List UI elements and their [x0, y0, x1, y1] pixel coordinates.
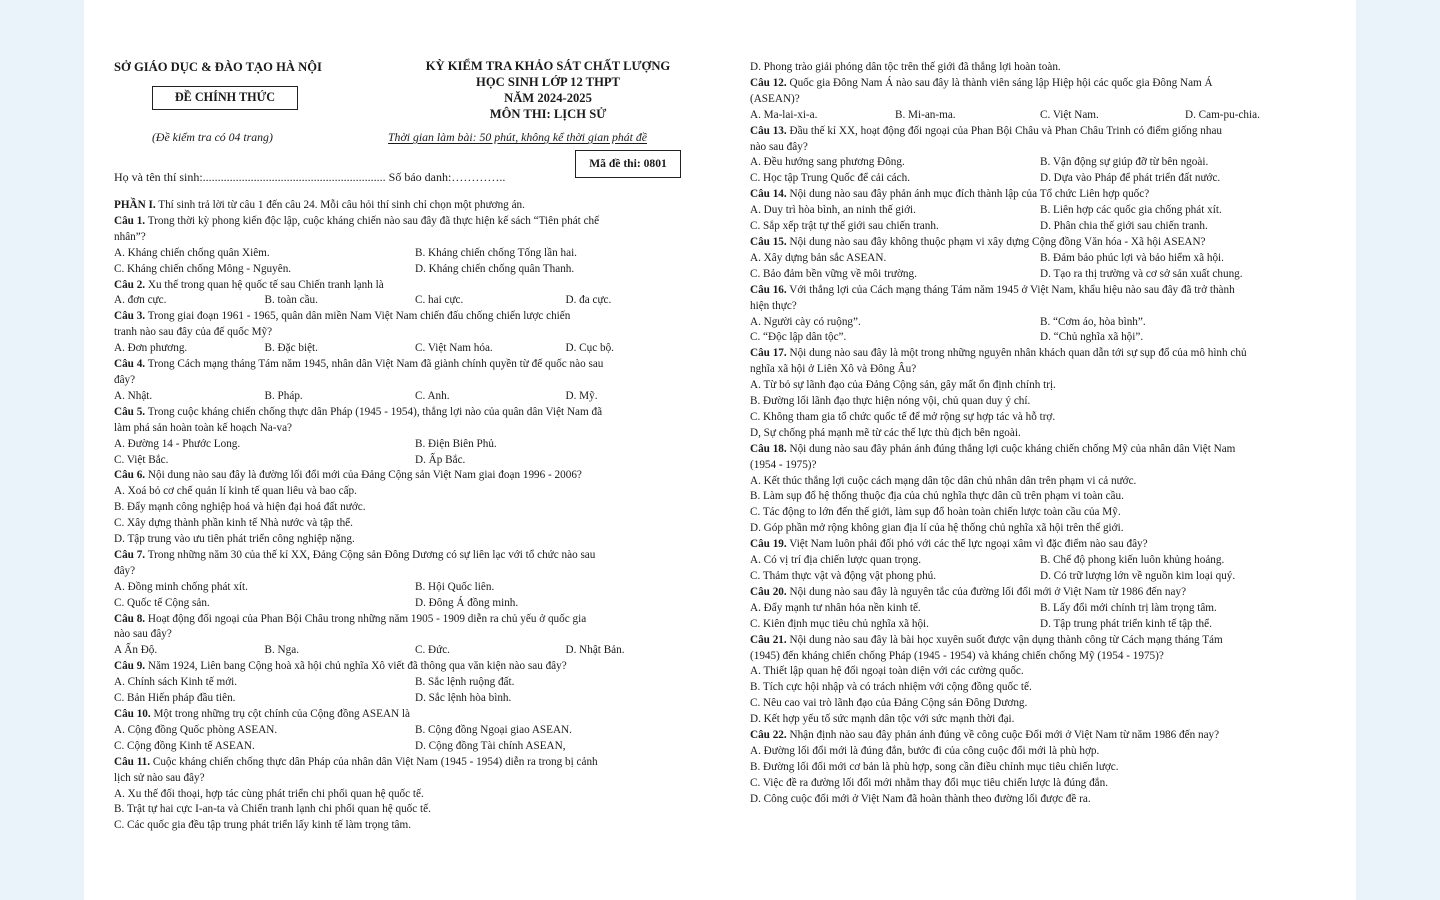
- question-block: [750, 60, 1330, 76]
- answer-option: D. “Chủ nghĩa xã hội”.: [1040, 331, 1144, 344]
- answer-option: B. Đường lối đổi mới cơ bản là phù hợp, song cần điều chỉnh mục tiêu chiến lược.: [750, 760, 1119, 773]
- question-stem-line: [750, 235, 1330, 251]
- answer-option: A. Chính sách Kinh tế mới.: [114, 676, 238, 689]
- question-text: (1945) đến kháng chiến chống Pháp (1945 - 1954) và kháng chiến chống Mỹ (1954 - 1975)?: [750, 649, 1164, 662]
- answer-option: A. đơn cực.: [114, 294, 167, 307]
- question-block: [750, 346, 1330, 441]
- header-left: [114, 58, 364, 76]
- option-row: [750, 474, 1330, 490]
- answer-option: B. Kháng chiến chống Tống lần hai.: [415, 246, 577, 259]
- answer-option: D. Phân chia thế giới sau chiến tranh.: [1040, 220, 1208, 233]
- question-text: Nội dung nào sau đây là bài học xuyên suốt được vận dụng thành công từ Cách mạng tháng Tám: [786, 633, 1223, 646]
- answer-option: A. Có vị trí địa chiến lược quan trọng.: [750, 554, 922, 567]
- question-text: (ASEAN)?: [750, 92, 800, 105]
- option-row: [114, 532, 716, 548]
- question-text: hiện thực?: [750, 299, 797, 312]
- question-block: [114, 278, 716, 310]
- official-exam-box: ĐỀ CHÍNH THỨC: [152, 86, 298, 110]
- question-label: Câu 14.: [750, 188, 787, 201]
- answer-option: B. Đảm bảo phúc lợi và bảo hiểm xã hội.: [1040, 251, 1224, 264]
- answer-option: C. Sắp xếp trật tự thế giới sau chiến tranh.: [750, 220, 939, 233]
- question-block: [750, 76, 1330, 124]
- answer-option: A. Duy trì hòa bình, an ninh thế giới.: [750, 204, 916, 217]
- question-text: Nội dung nào sau đây phản ánh mục đích thành lập của Tổ chức Liên hợp quốc?: [786, 188, 1150, 201]
- question-stem-line: [750, 442, 1330, 458]
- question-text: D. Phong trào giải phóng dân tộc trên thế giới đã thắng lợi hoàn toàn.: [750, 61, 1061, 73]
- question-text: Nội dung nào sau đây là nguyên tắc của đường lối đổi mới ở Việt Nam từ 1986 đến nay?: [786, 585, 1187, 598]
- option-row: [750, 489, 1330, 505]
- question-block: [750, 537, 1330, 585]
- answer-option: C. Cộng đồng Kinh tế ASEAN.: [114, 739, 255, 752]
- answer-option: C. Quốc tế Cộng sản.: [114, 596, 210, 609]
- question-text: Việt Nam luôn phải đối phó với các thế lực ngoại xâm vì đặc điểm nào sau đây?: [786, 538, 1148, 551]
- question-label: Câu 3.: [114, 310, 146, 323]
- answer-option: A. Đẩy mạnh tư nhân hóa nền kinh tế.: [750, 601, 921, 614]
- question-block: [750, 728, 1330, 808]
- answer-option: C. Học tập Trung Quốc để cải cách.: [750, 172, 911, 185]
- question-block: [114, 405, 716, 469]
- option-row: [114, 580, 716, 596]
- question-stem-line: [750, 633, 1330, 649]
- answer-option: D. Ấp Bắc.: [415, 453, 466, 466]
- answer-option: C. Việt Bắc.: [114, 453, 169, 466]
- answer-option: C. Xây dựng thành phần kinh tế Nhà nước và tập thể.: [114, 517, 353, 530]
- answer-option: C. Thảm thực vật và động vật phong phú.: [750, 570, 937, 582]
- answer-option: A. Đều hướng sang phương Đông.: [750, 156, 905, 169]
- department-name: SỞ GIÁO DỤC & ĐÀO TẠO HÀ NỘI: [114, 60, 322, 74]
- answer-option: A. Xây dựng bản sắc ASEAN.: [750, 251, 887, 264]
- answer-option: D. Dựa vào Pháp để phát triển đất nước.: [1040, 172, 1221, 185]
- question-text: Nội dung nào sau đây phản ánh đúng thắng lợi cuộc kháng chiến chống Mỹ của nhân dân Việt Nam: [786, 442, 1236, 455]
- answer-option: A. Nhật.: [114, 389, 153, 402]
- answer-option: B. Lấy đổi mới chính trị làm trọng tâm.: [1040, 601, 1217, 614]
- question-stem-line: [114, 278, 716, 294]
- answer-option: B. Điện Biên Phủ.: [415, 437, 497, 450]
- question-stem-line: [750, 187, 1330, 203]
- question-stem-line: [114, 627, 716, 643]
- question-stem-line: [750, 585, 1330, 601]
- answer-option: B. Liên hợp các quốc gia chống phát xít.: [1040, 204, 1222, 217]
- answer-option: A. Từ bỏ sự lãnh đạo của Đảng Cộng sản, gây mất ổn định chính trị.: [750, 379, 1056, 392]
- option-row: [750, 203, 1330, 219]
- question-text: Nội dung nào sau đây không thuộc phạm vi xây dựng Cộng đồng Văn hóa - Xã hội ASEAN?: [786, 235, 1206, 248]
- answer-option: C. Các quốc gia đều tập trung phát triển lấy kinh tế làm trọng tâm.: [114, 819, 412, 832]
- option-row: [114, 437, 716, 453]
- answer-option: A. Xu thế đối thoại, hợp tác cùng phát triển chi phối quan hệ quốc tế.: [114, 787, 424, 800]
- question-label: Câu 7.: [114, 548, 146, 561]
- answer-option: B. Đẩy mạnh công nghiệp hoá và hiện đại hoá đất nước.: [114, 501, 366, 514]
- question-label: Câu 1.: [114, 214, 146, 227]
- exam-page: [84, 0, 1356, 900]
- question-text: đây?: [114, 564, 136, 577]
- answer-option: B. Vận động sự giúp đỡ từ bên ngoài.: [1040, 156, 1209, 169]
- question-text: Trong thời kỳ phong kiến độc lập, cuộc kháng chiến nào sau đây đã thực hiện kế sách “Tiên phát chế: [145, 214, 600, 227]
- answer-option: C. Anh.: [415, 389, 450, 402]
- answer-option: C. Kháng chiến chống Mông - Nguyên.: [114, 262, 292, 275]
- question-label: Câu 9.: [114, 660, 146, 673]
- question-stem-line: [114, 214, 716, 230]
- exam-subject: MÔN THI: LỊCH SỬ: [489, 107, 607, 121]
- question-text: tranh nào sau đây của đế quốc Mỹ?: [114, 326, 273, 339]
- question-stem-line: [750, 92, 1330, 108]
- question-text: làm phá sản hoàn toàn kế hoạch Na-va?: [114, 421, 292, 434]
- question-stem-line: [750, 140, 1330, 156]
- question-stem-line: [114, 564, 716, 580]
- question-stem-line: [750, 346, 1330, 362]
- answer-option: B. Chế độ phong kiến luôn khủng hoảng.: [1040, 554, 1225, 567]
- option-row: [750, 315, 1330, 331]
- answer-option: D. Nhật Bản.: [565, 644, 625, 657]
- exam-grade: HỌC SINH LỚP 12 THPT: [476, 75, 620, 89]
- question-stem-line: [114, 468, 716, 484]
- answer-option: D. Cam-pu-chia.: [1185, 108, 1260, 121]
- answer-option: A. Đường 14 - Phước Long.: [114, 437, 241, 450]
- question-text: Nhận định nào sau đây phản ánh đúng về công cuộc Đổi mới ở Việt Nam từ năm 1986 đến nay?: [786, 729, 1220, 742]
- pages-note: (Đề kiểm tra có 04 trang): [152, 130, 273, 144]
- question-label: Câu 21.: [750, 633, 787, 646]
- answer-option: C. Việt Nam hóa.: [415, 342, 493, 355]
- option-row: [750, 617, 1330, 633]
- question-text: Trong Cách mạng tháng Tám năm 1945, nhân dân Việt Nam đã giành chính quyền từ đế quốc nào sau: [145, 358, 604, 371]
- left-question-list: [114, 214, 716, 834]
- answer-option: A. Đường lối đổi mới là đúng đắn, bước đi của công cuộc đổi mới là phù hợp.: [750, 744, 1100, 757]
- option-row: [114, 516, 716, 532]
- option-row: [750, 108, 1330, 124]
- option-row: [750, 712, 1330, 728]
- question-stem-line: [750, 60, 1330, 76]
- question-label: Câu 6.: [114, 469, 146, 482]
- answer-option: D. Kết hợp yếu tố sức mạnh dân tộc với sức mạnh thời đại.: [750, 713, 1015, 726]
- question-block: [114, 357, 716, 405]
- answer-option: B. Mi-an-ma.: [895, 108, 956, 121]
- option-row: [750, 394, 1330, 410]
- question-stem-line: [114, 373, 716, 389]
- question-block: [114, 707, 716, 755]
- answer-option: D. Công cuộc đổi mới ở Việt Nam đã hoàn thành theo đường lối được đề ra.: [750, 792, 1091, 805]
- answer-option: D. đa cực.: [565, 294, 612, 307]
- option-row: [114, 596, 716, 612]
- answer-option: B. Cộng đồng Ngoại giao ASEAN.: [415, 723, 572, 736]
- question-label: Câu 16.: [750, 283, 787, 296]
- option-row: [750, 219, 1330, 235]
- question-label: Câu 11.: [114, 755, 151, 768]
- question-stem-line: [114, 405, 716, 421]
- question-stem-line: [750, 362, 1330, 378]
- question-block: [750, 585, 1330, 633]
- answer-option: A. Đồng minh chống phát xít.: [114, 580, 248, 593]
- question-text: lịch sử nào sau đây?: [114, 771, 205, 784]
- answer-option: D. Sắc lệnh hòa bình.: [415, 692, 512, 705]
- question-stem-line: [750, 537, 1330, 553]
- question-label: Câu 18.: [750, 442, 787, 455]
- option-row: [750, 505, 1330, 521]
- question-text: (1954 - 1975)?: [750, 458, 817, 471]
- answer-option: B. Đặc biệt.: [264, 342, 318, 355]
- question-label: Câu 2.: [114, 278, 146, 291]
- answer-option: D. Góp phần mở rộng không gian địa lí của hệ thống chủ nghĩa xã hội trên thế giới.: [750, 522, 1124, 535]
- option-row: [750, 569, 1330, 585]
- option-row: [114, 818, 716, 834]
- question-label: Câu 12.: [750, 76, 787, 89]
- question-stem-line: [114, 707, 716, 723]
- answer-option: B. Pháp.: [264, 389, 303, 402]
- answer-option: C. Tác động to lớn đến thế giới, làm sụp đổ hoàn toàn chiến lược toàn cầu của Mỹ.: [750, 506, 1121, 519]
- question-text: nào sau đây?: [750, 140, 808, 153]
- answer-option: D. Kháng chiến chống quân Thanh.: [415, 262, 575, 275]
- question-text: Cuộc kháng chiến chống thực dân Pháp của nhân dân Việt Nam (1945 - 1954) diễn ra trong bị cảnh: [150, 755, 598, 768]
- answer-option: B. Tích cực hội nhập và có trách nhiệm với cộng đồng quốc tế.: [750, 681, 1032, 694]
- answer-option: C. Việc đề ra đường lối đổi mới nhằm thay đổi mục tiêu chiến lược là đúng đắn.: [750, 776, 1109, 789]
- question-text: Trong những năm 30 của thế kỉ XX, Đảng Cộng sản Đông Dương có sự liên lạc với tổ chức nào sau: [145, 548, 596, 561]
- question-stem-line: [114, 548, 716, 564]
- option-row: [750, 251, 1330, 267]
- answer-option: D. Đông Á đồng minh.: [415, 596, 519, 609]
- question-block: [114, 214, 716, 278]
- answer-option: D, Sự chống phá mạnh mẽ từ các thế lực thù địch bên ngoài.: [750, 426, 1021, 439]
- question-text: Trong cuộc kháng chiến chống thực dân Pháp (1945 - 1954), thắng lợi nào của quân dân Việt Nam đã: [145, 405, 603, 418]
- right-column: [750, 60, 1330, 808]
- question-text: Nội dung nào sau đây là một trong những nguyên nhân khách quan dẫn tới sự sụp đổ của mô hình chủ: [786, 347, 1247, 360]
- question-text: nhân”?: [114, 230, 146, 243]
- answer-option: A. Kháng chiến chống quân Xiêm.: [114, 246, 270, 259]
- question-label: Câu 8.: [114, 612, 146, 625]
- part-instruction: [114, 198, 716, 214]
- exam-title: KỲ KIỂM TRA KHẢO SÁT CHẤT LƯỢNG: [425, 59, 671, 73]
- part-instruction-text: Thí sinh trả lời từ câu 1 đến câu 24. Mỗi câu hỏi thí sinh chỉ chọn một phương án.: [155, 199, 525, 211]
- answer-option: B. Đường lối lãnh đạo thực hiện nóng vội, chủ quan duy ý chí.: [750, 395, 1031, 408]
- question-block: [750, 235, 1330, 283]
- option-row: [114, 484, 716, 500]
- time-note: Thời gian làm bài: 50 phút, không kể thời gian phát đề: [388, 130, 647, 144]
- question-block: [114, 612, 716, 660]
- question-block: [750, 187, 1330, 235]
- answer-option: B. Sắc lệnh ruộng đất.: [415, 676, 515, 689]
- question-block: [114, 755, 716, 835]
- question-stem-line: [114, 612, 716, 628]
- answer-option: C. Bản Hiến pháp đầu tiên.: [114, 692, 236, 705]
- answer-option: B. toàn cầu.: [264, 294, 318, 307]
- question-stem-line: [750, 299, 1330, 315]
- question-text: đây?: [114, 373, 136, 386]
- option-row: [114, 723, 716, 739]
- question-label: Câu 22.: [750, 729, 787, 742]
- header-right: [380, 58, 716, 122]
- option-row: [750, 696, 1330, 712]
- exam-year: NĂM 2024-2025: [504, 91, 592, 105]
- question-stem-line: [114, 755, 716, 771]
- option-row: [114, 453, 716, 469]
- question-text: Một trong những trụ cột chính của Cộng đồng ASEAN là: [150, 708, 410, 720]
- option-row: [750, 680, 1330, 696]
- question-block: [114, 468, 716, 548]
- answer-option: C. Kiên định mục tiêu chủ nghĩa xã hội.: [750, 617, 929, 630]
- option-row: [750, 521, 1330, 537]
- question-label: Câu 15.: [750, 235, 787, 248]
- option-row: [750, 664, 1330, 680]
- question-block: [750, 283, 1330, 347]
- answer-option: A. Đơn phương.: [114, 342, 188, 355]
- option-row: [750, 378, 1330, 394]
- question-block: [114, 659, 716, 707]
- option-row: [750, 267, 1330, 283]
- question-stem-line: [750, 124, 1330, 140]
- answer-option: D. Tập trung phát triển kinh tế tập thể.: [1040, 617, 1212, 630]
- answer-option: A. Cộng đồng Quốc phòng ASEAN.: [114, 723, 278, 736]
- question-text: Nội dung nào sau đây là đường lối đổi mới của Đảng Cộng sản Việt Nam giai đoạn 1996 - 2006?: [145, 469, 582, 482]
- option-row: [750, 760, 1330, 776]
- question-block: [114, 548, 716, 612]
- question-stem-line: [114, 309, 716, 325]
- question-block: [750, 124, 1330, 188]
- option-row: [750, 330, 1330, 346]
- answer-option: C. Nêu cao vai trò lãnh đạo của Đảng Cộng sản Đông Dương.: [750, 697, 1028, 710]
- question-label: Câu 19.: [750, 538, 787, 551]
- question-stem-line: [750, 458, 1330, 474]
- question-stem-line: [114, 771, 716, 787]
- option-row: [114, 739, 716, 755]
- answer-option: A. Ma-lai-xi-a.: [750, 108, 818, 121]
- question-stem-line: [114, 659, 716, 675]
- answer-option: D. Cục bộ.: [565, 342, 614, 355]
- answer-option: B. Nga.: [264, 644, 299, 657]
- question-stem-line: [114, 357, 716, 373]
- answer-option: C. Đức.: [415, 644, 450, 657]
- option-row: [114, 262, 716, 278]
- question-block: [750, 633, 1330, 728]
- option-row: [750, 426, 1330, 442]
- question-stem-line: [750, 283, 1330, 299]
- question-stem-line: [750, 728, 1330, 744]
- answer-option: B. Hội Quốc liên.: [415, 580, 495, 593]
- part-title: PHẦN I.: [114, 199, 156, 211]
- question-stem-line: [750, 649, 1330, 665]
- question-label: Câu 4.: [114, 358, 146, 371]
- question-stem-line: [114, 325, 716, 341]
- option-row: [114, 246, 716, 262]
- question-text: Trong giai đoạn 1961 - 1965, quân dân miền Nam Việt Nam chiến đấu chống chiến lược chiến: [145, 310, 571, 323]
- answer-option: D. Mỹ.: [565, 389, 598, 402]
- option-row: [750, 744, 1330, 760]
- answer-option: C. “Độc lập dân tộc”.: [750, 331, 847, 344]
- question-stem-line: [750, 76, 1330, 92]
- question-text: Đầu thế kỉ XX, hoạt động đối ngoại của Phan Bội Châu và Phan Châu Trinh có điểm giống nhau: [786, 124, 1223, 137]
- question-stem-line: [114, 421, 716, 437]
- answer-option: B. Làm sụp đổ hệ thống thuộc địa của chủ nghĩa thực dân cũ trên phạm vi toàn cầu.: [750, 490, 1124, 503]
- option-row: [750, 410, 1330, 426]
- exam-header: [114, 58, 716, 198]
- option-row: [114, 802, 716, 818]
- student-info-line: Họ và tên thí sinh:............................................................. Số báo danh:…………..: [114, 170, 506, 184]
- right-question-list: [750, 60, 1330, 808]
- option-row: [114, 341, 716, 357]
- option-row: [114, 500, 716, 516]
- question-block: [750, 442, 1330, 537]
- question-text: Hoạt động đối ngoại của Phan Bội Châu trong những năm 1905 - 1909 diễn ra chủ yếu ở quốc gia: [145, 612, 587, 625]
- option-row: [114, 675, 716, 691]
- question-label: Câu 10.: [114, 708, 151, 720]
- answer-option: A. Xoá bỏ cơ chế quản lí kinh tế quan liêu và bao cấp.: [114, 485, 357, 498]
- answer-option: C. hai cực.: [415, 294, 464, 307]
- question-text: Với thắng lợi của Cách mạng tháng Tám năm 1945 ở Việt Nam, khẩu hiệu nào sau đây đã trở thành: [786, 283, 1235, 296]
- option-row: [750, 155, 1330, 171]
- question-stem-line: [114, 230, 716, 246]
- option-row: [114, 691, 716, 707]
- answer-option: D. Tạo ra thị trường và cơ sở sản xuất chung.: [1040, 267, 1243, 280]
- option-row: [750, 553, 1330, 569]
- exam-code-box: Mã đề thi: 0801: [575, 150, 681, 178]
- question-text: Xu thế trong quan hệ quốc tế sau Chiến tranh lạnh là: [145, 278, 384, 291]
- answer-option: A. Kết thúc thắng lợi cuộc cách mạng dân tộc dân chủ nhân dân trên phạm vi cả nước.: [750, 474, 1137, 487]
- option-row: [114, 643, 716, 659]
- answer-option: D. Tập trung vào ưu tiên phát triển công nghiệp nặng.: [114, 533, 355, 546]
- option-row: [750, 776, 1330, 792]
- question-label: Câu 20.: [750, 585, 787, 598]
- answer-option: C. Không tham gia tổ chức quốc tế để mở rộng sự hợp tác và hỗ trợ.: [750, 410, 1056, 423]
- question-text: Năm 1924, Liên bang Cộng hoà xã hội chủ nghĩa Xô viết đã thông qua văn kiện nào sau đây?: [145, 660, 567, 673]
- answer-option: D. Có trữ lượng lớn về nguồn kim loại quý.: [1040, 570, 1236, 582]
- question-label: Câu 13.: [750, 124, 787, 137]
- answer-option: C. Bảo đảm bền vững về môi trường.: [750, 267, 917, 280]
- question-text: nghĩa xã hội ở Liên Xô và Đông Âu?: [750, 363, 917, 376]
- option-row: [114, 787, 716, 803]
- answer-option: D. Cộng đồng Tài chính ASEAN,: [415, 739, 566, 752]
- option-row: [114, 293, 716, 309]
- answer-option: B. Trật tự hai cực I-an-ta và Chiến tranh lạnh chi phối quan hệ quốc tế.: [114, 803, 431, 816]
- question-text: Quốc gia Đông Nam Á nào sau đây là thành viên sáng lập Hiệp hội các quốc gia Đông Nam Á: [786, 76, 1213, 89]
- question-block: [114, 309, 716, 357]
- answer-option: A Ấn Độ.: [114, 644, 158, 657]
- question-label: Câu 5.: [114, 405, 146, 418]
- answer-option: A. Thiết lập quan hệ đối ngoại toàn diện với các cường quốc.: [750, 665, 1024, 678]
- left-column: [114, 58, 716, 834]
- answer-option: C. Việt Nam.: [1040, 108, 1099, 121]
- option-row: [750, 601, 1330, 617]
- option-row: [114, 389, 716, 405]
- question-text: nào sau đây?: [114, 628, 172, 641]
- question-label: Câu 17.: [750, 347, 787, 360]
- option-row: [750, 171, 1330, 187]
- answer-option: A. Người cày có ruộng”.: [750, 315, 861, 328]
- answer-option: B. “Cơm áo, hòa bình”.: [1040, 315, 1146, 328]
- option-row: [750, 792, 1330, 808]
